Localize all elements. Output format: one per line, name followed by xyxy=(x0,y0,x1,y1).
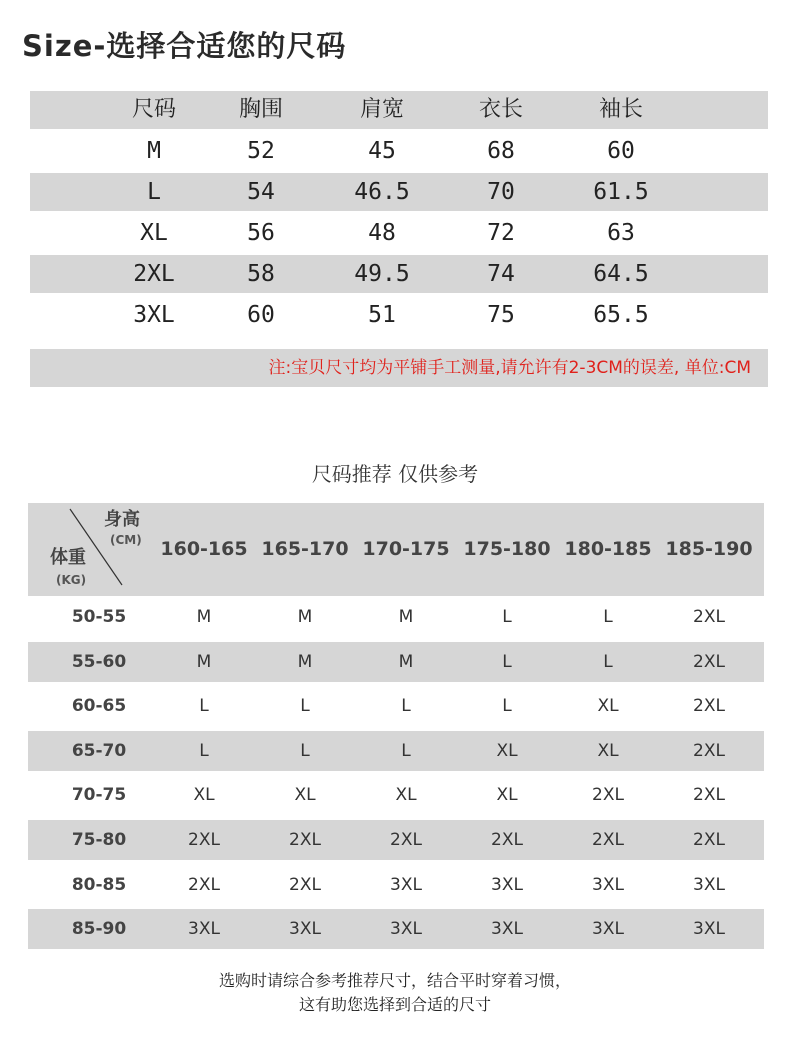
recommended-size: 2XL xyxy=(491,830,523,850)
weight-range: 70-75 xyxy=(71,785,127,805)
recommended-size: M xyxy=(398,607,414,627)
recommended-size: L xyxy=(199,741,209,761)
height-range: 160-165 xyxy=(160,538,248,560)
size-table-row xyxy=(30,296,768,334)
recommended-size: 2XL xyxy=(693,741,725,761)
weight-range: 75-80 xyxy=(71,830,127,850)
recommended-size: XL xyxy=(597,741,619,761)
cell-length: 70 xyxy=(487,179,515,205)
cell-shoulder: 46.5 xyxy=(354,179,410,205)
note-text: 注:宝贝尺寸均为平铺手工测量,请允许有2-3CM的误差, 单位:CM xyxy=(268,358,751,378)
footer-line-2: 这有助您选择到合适的尺寸 xyxy=(298,995,491,1014)
cell-chest: 56 xyxy=(247,220,275,246)
cell-sleeve: 61.5 xyxy=(593,179,649,205)
header-chest: 胸围 xyxy=(238,97,283,122)
recommended-size: 2XL xyxy=(592,785,624,805)
size-table-row xyxy=(30,132,768,170)
height-range: 170-175 xyxy=(362,538,450,560)
cell-shoulder: 49.5 xyxy=(354,261,410,287)
recommend-row xyxy=(28,775,764,815)
recommended-size: 3XL xyxy=(188,919,220,939)
recommended-size: XL xyxy=(395,785,417,805)
recommended-size: M xyxy=(196,607,212,627)
weight-unit: (KG) xyxy=(56,573,87,587)
weight-range: 65-70 xyxy=(71,741,127,761)
cell-sleeve: 60 xyxy=(607,138,635,164)
footer-line-1: 选购时请综合参考推荐尺寸，结合平时穿着习惯， xyxy=(218,971,571,990)
recommend-row xyxy=(28,865,764,905)
recommended-size: L xyxy=(300,741,310,761)
recommended-size: 2XL xyxy=(289,875,321,895)
cell-shoulder: 48 xyxy=(368,220,396,246)
cell-length: 68 xyxy=(487,138,515,164)
recommended-size: 3XL xyxy=(390,875,422,895)
recommended-size: 3XL xyxy=(693,875,725,895)
recommended-size: 2XL xyxy=(188,875,220,895)
recommended-size: L xyxy=(502,607,512,627)
recommended-size: L xyxy=(401,696,411,716)
recommended-size: L xyxy=(603,652,613,672)
recommended-size: XL xyxy=(496,785,518,805)
recommended-size: M xyxy=(398,652,414,672)
recommended-size: L xyxy=(401,741,411,761)
recommended-size: 3XL xyxy=(592,875,624,895)
cell-size: 3XL xyxy=(133,302,175,328)
height-label: 身高 xyxy=(104,509,140,530)
recommended-size: 3XL xyxy=(289,919,321,939)
recommended-size: XL xyxy=(496,741,518,761)
recommend-row xyxy=(28,731,764,771)
recommended-size: L xyxy=(502,652,512,672)
cell-sleeve: 65.5 xyxy=(593,302,649,328)
recommended-size: XL xyxy=(597,696,619,716)
header-size: 尺码 xyxy=(131,97,176,122)
size-table-row xyxy=(30,214,768,252)
recommended-size: L xyxy=(300,696,310,716)
recommended-size: 3XL xyxy=(390,919,422,939)
weight-range: 85-90 xyxy=(71,919,127,939)
weight-range: 80-85 xyxy=(71,875,127,895)
cell-size: M xyxy=(147,138,161,164)
height-range: 165-170 xyxy=(261,538,349,560)
recommended-size: 2XL xyxy=(592,830,624,850)
recommended-size: 2XL xyxy=(390,830,422,850)
recommended-size: 2XL xyxy=(693,830,725,850)
recommended-size: XL xyxy=(294,785,316,805)
header-sleeve: 袖长 xyxy=(598,97,643,122)
cell-length: 74 xyxy=(487,261,515,287)
recommended-size: 2XL xyxy=(693,607,725,627)
recommended-size: M xyxy=(196,652,212,672)
recommend-row xyxy=(28,597,764,637)
recommended-size: 3XL xyxy=(491,919,523,939)
cell-length: 72 xyxy=(487,220,515,246)
recommended-size: 2XL xyxy=(693,785,725,805)
cell-chest: 58 xyxy=(247,261,275,287)
weight-range: 60-65 xyxy=(71,696,127,716)
recommended-size: 2XL xyxy=(188,830,220,850)
cell-chest: 54 xyxy=(247,179,275,205)
height-range: 175-180 xyxy=(463,538,551,560)
page-title: Size-选择合适您的尺码 xyxy=(22,29,347,63)
height-unit: (CM) xyxy=(110,533,142,547)
cell-chest: 60 xyxy=(247,302,275,328)
header-length: 衣长 xyxy=(478,97,523,122)
recommended-size: 2XL xyxy=(693,696,725,716)
recommended-size: L xyxy=(502,696,512,716)
recommended-size: 3XL xyxy=(491,875,523,895)
cell-shoulder: 45 xyxy=(368,138,396,164)
size-table-row xyxy=(30,255,768,293)
recommend-row xyxy=(28,820,764,860)
height-range: 180-185 xyxy=(564,538,652,560)
recommended-size: XL xyxy=(193,785,215,805)
recommend-row xyxy=(28,686,764,726)
size-table-row xyxy=(30,173,768,211)
cell-sleeve: 63 xyxy=(607,220,635,246)
recommended-size: 3XL xyxy=(693,919,725,939)
weight-range: 55-60 xyxy=(71,652,127,672)
size-table-header-row xyxy=(30,91,768,129)
recommend-row xyxy=(28,909,764,949)
size-table xyxy=(30,91,768,343)
recommended-size: 2XL xyxy=(693,652,725,672)
recommend-title: 尺码推荐 仅供参考 xyxy=(311,462,479,486)
recommended-size: L xyxy=(199,696,209,716)
recommended-size: M xyxy=(297,607,313,627)
cell-shoulder: 51 xyxy=(368,302,396,328)
recommend-header-row xyxy=(28,503,764,596)
measurement-note xyxy=(30,349,768,387)
recommend-row xyxy=(28,642,764,682)
cell-size: L xyxy=(147,179,161,205)
cell-length: 75 xyxy=(487,302,515,328)
recommended-size: M xyxy=(297,652,313,672)
recommended-size: 3XL xyxy=(592,919,624,939)
recommended-size: L xyxy=(603,607,613,627)
cell-size: 2XL xyxy=(133,261,175,287)
header-shoulder: 肩宽 xyxy=(359,97,404,122)
height-range: 185-190 xyxy=(665,538,753,560)
weight-label: 体重 xyxy=(50,547,86,568)
cell-sleeve: 64.5 xyxy=(593,261,649,287)
weight-range: 50-55 xyxy=(71,607,127,627)
recommended-size: 2XL xyxy=(289,830,321,850)
cell-chest: 52 xyxy=(247,138,275,164)
cell-size: XL xyxy=(140,220,168,246)
